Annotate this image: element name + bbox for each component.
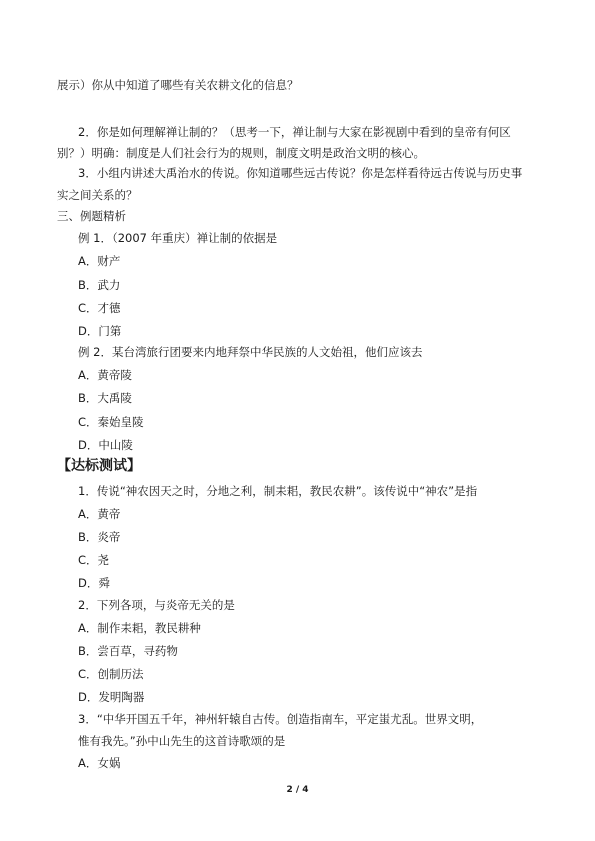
- option-line: A．黄帝陵: [78, 368, 132, 382]
- text-line: 惟有我先。”孙中山先生的这首诗歌颂的是: [78, 734, 286, 748]
- page-number: 2 / 4: [286, 785, 309, 795]
- option-line: A．制作耒耜，教民耕种: [78, 621, 201, 635]
- example-question: 例 1．（2007 年重庆）禅让制的依据是: [78, 231, 278, 245]
- test-question: 1．传说“神农因天之时，分地之利，制耒耜，教民农耕”。该传说中“神农”是指: [78, 484, 478, 498]
- text-line: 实之间关系的？: [57, 188, 138, 202]
- option-line: C．秦始皇陵: [78, 415, 144, 429]
- option-line: A．黄帝: [78, 507, 121, 521]
- option-line: A．女娲: [78, 756, 121, 770]
- option-line: D．门第: [78, 324, 122, 338]
- text-line: 2．你是如何理解禅让制的？（思考一下，禅让制与大家在影视剧中看到的皇帝有何区: [78, 125, 511, 139]
- option-line: B．尝百草，寻药物: [78, 644, 178, 658]
- option-line: A．财产: [78, 254, 121, 268]
- option-line: B．炎帝: [78, 530, 121, 544]
- text-line: 别？）明确：制度是人们社会行为的规则，制度文明是政治文明的核心。: [57, 146, 425, 160]
- option-line: D．发明陶器: [78, 690, 145, 704]
- option-line: C．创制历法: [78, 667, 144, 681]
- option-line: D．舜: [78, 576, 110, 590]
- section-heading: 【达标测试】: [57, 458, 141, 474]
- test-question: 3．“中华开国五千年，神州轩辕自古传。创造指南车，平定蚩尤乱。世界文明，: [78, 712, 483, 726]
- option-line: C．尧: [78, 553, 110, 567]
- option-line: B．大禹陵: [78, 391, 132, 405]
- option-line: B．武力: [78, 278, 121, 292]
- test-question: 2．下列各项，与炎帝无关的是: [78, 598, 235, 612]
- option-line: D．中山陵: [78, 438, 133, 452]
- text-line: 3．小组内讲述大禹治水的传说。你知道哪些远古传说？你是怎样看待远古传说与历史事: [78, 166, 523, 180]
- option-line: C．才德: [78, 301, 121, 315]
- example-question: 例 2．某台湾旅行团要来内地拜祭中华民族的人文始祖，他们应该去: [78, 345, 423, 359]
- section-title: 三、例题精析: [57, 209, 126, 223]
- text-line: 展示）你从中知道了哪些有关农耕文化的信息？: [57, 78, 299, 92]
